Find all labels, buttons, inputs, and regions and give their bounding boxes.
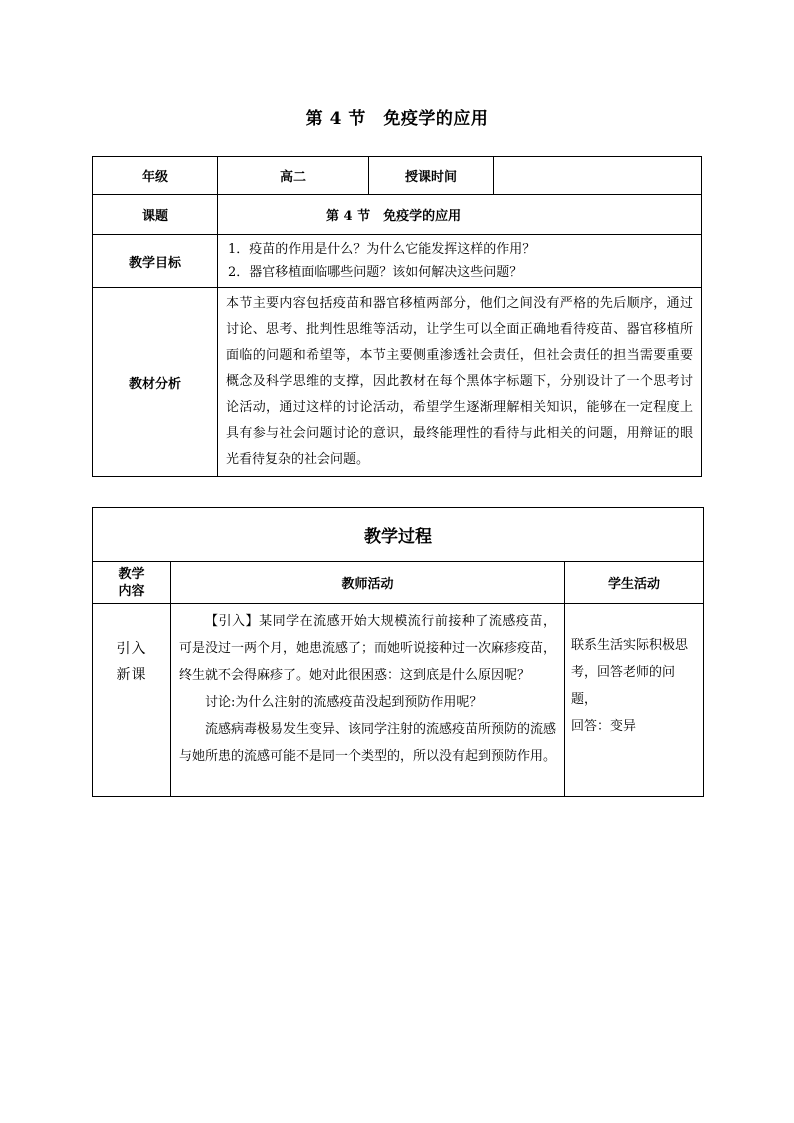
analysis-row bbox=[93, 288, 702, 477]
student-activity bbox=[565, 604, 704, 797]
time-value bbox=[494, 157, 702, 195]
section-label bbox=[93, 604, 171, 797]
section-line1: 引入 bbox=[116, 641, 147, 657]
section-line2: 新课 bbox=[116, 667, 147, 683]
col-content-line2: 内容 bbox=[118, 583, 145, 599]
intro-tag: 【引入】 bbox=[205, 614, 260, 629]
goals-list bbox=[218, 235, 702, 288]
discussion-text: 讨论:为什么注射的流感疫苗没起到预防作用呢？ bbox=[205, 695, 483, 710]
process-title-row bbox=[93, 508, 704, 562]
topic-value: 第 4 节 免疫学的应用 bbox=[218, 195, 702, 235]
col-student-header: 学生活动 bbox=[565, 562, 704, 604]
explanation-text: 流感病毒极易发生变异、该同学注射的流感疫苗所预防的流感与她所患的流感可能不是同一个类型的，所以没有起到预防作用。 bbox=[179, 722, 557, 764]
teacher-activity bbox=[171, 604, 565, 797]
col-teacher-header: 教师活动 bbox=[171, 562, 565, 604]
goal-item: 2．器官移植面临哪些问题？该如何解决这些问题？ bbox=[228, 265, 523, 280]
time-label: 授课时间 bbox=[369, 157, 494, 195]
analysis-text: 本节主要内容包括疫苗和器官移植两部分，他们之间没有严格的先后顺序，通过讨论、思考、批判性思维等活动，让学生可以全面正确地看待疫苗、器官移植所面临的问题和希望等，本节主要侧重渗透社会责任，但社会责任的担当需要重要概念及科学思维的支撑，因此教材在每个黑体字标题下，分别设计了一个思考讨论活动，通过这样的讨论活动，希望学生逐渐理解相关知识，能够在一定程度上具有参与社会问题讨论的意识，最终能理性的看待与此相关的问题，用辩证的眼光看待复杂的社会问题。 bbox=[218, 288, 702, 477]
topic-label: 课题 bbox=[93, 195, 218, 235]
topic-row bbox=[93, 195, 702, 235]
intro-paragraph bbox=[179, 608, 556, 689]
goals-label: 教学目标 bbox=[93, 235, 218, 288]
process-title: 教学过程 bbox=[93, 508, 704, 562]
intro-text: 某同学在流感开始大规模流行前接种了流感疫苗，可是没过一两个月，她患流感了；而她听说接种过一次麻疹疫苗，终生就不会得麻疹了。她对此很困惑：这到底是什么原因呢？ bbox=[179, 614, 557, 683]
grade-row bbox=[93, 157, 702, 195]
analysis-label: 教材分析 bbox=[93, 288, 218, 477]
process-table bbox=[92, 507, 704, 797]
process-row-intro bbox=[93, 604, 704, 797]
goal-item: 1．疫苗的作用是什么？为什么它能发挥这样的作用？ bbox=[228, 242, 536, 257]
col-content-header bbox=[93, 562, 171, 604]
student-text-2: 回答：变异 bbox=[571, 719, 637, 734]
grade-value: 高二 bbox=[218, 157, 369, 195]
page-title: 第 4 节 免疫学的应用 bbox=[305, 109, 489, 129]
lesson-info-table bbox=[92, 156, 702, 477]
process-header-row bbox=[93, 562, 704, 604]
col-content-line1: 教学 bbox=[118, 566, 145, 582]
student-text-1: 联系生活实际积极思考，回答老师的问题， bbox=[571, 638, 689, 707]
goals-row bbox=[93, 235, 702, 288]
grade-label: 年级 bbox=[93, 157, 218, 195]
